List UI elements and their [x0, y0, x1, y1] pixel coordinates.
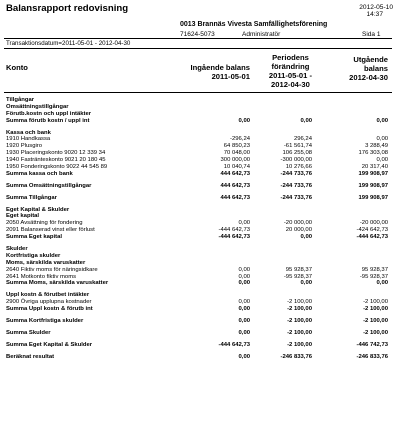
closing-balance-cell: 199 908,97 — [358, 194, 388, 201]
account-label: Eget kapital — [6, 213, 40, 220]
account-label: 1930 Placeringskonto 9020 12 339 34 — [6, 150, 106, 157]
account-label: 2641 Motkonto fiktiv moms — [6, 273, 77, 280]
account-label: Summa Tillgångar — [6, 194, 57, 201]
opening-balance-cell: 0,00 — [238, 329, 250, 336]
account-label: 2900 Övriga upplupna kostnader — [6, 299, 92, 306]
closing-balance-cell: -446 742,73 — [356, 341, 388, 348]
account-label: Summa Eget Kapital & Skulder — [6, 341, 93, 348]
table-row — [0, 143, 400, 150]
column-header-opening — [190, 63, 250, 81]
period-change-cell: 296,24 — [293, 136, 312, 143]
opening-balance-cell: 444 642,73 — [220, 170, 250, 177]
opening-balance-cell: 0,00 — [238, 280, 250, 287]
table-row — [0, 306, 400, 313]
account-label: Skulder — [6, 246, 28, 253]
opening-balance-cell: 0,00 — [238, 117, 250, 124]
closing-balance-cell: 20 317,40 — [361, 164, 388, 171]
account-label: Eget Kapital & Skulder — [6, 206, 70, 213]
account-label: Kortfristiga skulder — [6, 252, 61, 259]
closing-balance-cell: 0,00 — [376, 117, 388, 124]
opening-balance-cell: 0,00 — [238, 266, 250, 273]
account-label: Kassa och bank — [6, 129, 51, 136]
account-label: Summa Moms, särskilda varuskatter — [6, 280, 109, 287]
period-change-cell: -2 100,00 — [287, 306, 312, 313]
account-label: Moms, särskilda varuskatter — [6, 259, 86, 266]
period-change-cell: -2 100,00 — [287, 299, 312, 306]
table-row — [0, 150, 400, 157]
period-change-cell: 10 276,66 — [285, 164, 312, 171]
period-change-cell: -2 100,00 — [287, 329, 312, 336]
column-header-period — [269, 53, 312, 89]
table-row — [0, 354, 400, 361]
balance-table — [0, 97, 400, 361]
account-label: 2091 Balanserad vinst eller förlust — [6, 227, 95, 234]
opening-balance-cell: 444 642,73 — [220, 182, 250, 189]
closing-balance-cell: 95 928,37 — [361, 266, 388, 273]
closing-balance-cell: -20 000,00 — [359, 220, 388, 227]
organization-number: 71624-5073 — [180, 31, 215, 38]
opening-balance-cell: 0,00 — [238, 273, 250, 280]
user-name: Administratör — [242, 31, 281, 38]
opening-balance-cell: 0,00 — [238, 299, 250, 306]
closing-balance-cell: 3 288,49 — [365, 143, 388, 150]
table-row — [0, 267, 400, 274]
table-row — [0, 97, 400, 104]
table-row — [0, 220, 400, 227]
table-row — [0, 213, 400, 220]
closing-balance-cell: 0,00 — [376, 157, 388, 164]
closing-balance-cell: -424 642,73 — [356, 227, 388, 234]
table-row — [0, 104, 400, 111]
account-label: Summa kassa och bank — [6, 170, 73, 177]
report-title: Balansrapport redovisning — [6, 3, 129, 14]
account-label: 1950 Fonderingskonto 9022 44 545 89 — [6, 164, 108, 171]
table-row — [0, 318, 400, 325]
closing-balance-cell: -95 928,37 — [359, 273, 388, 280]
table-row — [0, 260, 400, 267]
period-change-cell: -61 561,74 — [283, 143, 312, 150]
closing-balance-cell: -246 833,76 — [356, 353, 388, 360]
period-change-cell: 0,00 — [300, 117, 312, 124]
account-label: Beräknat resultat — [6, 353, 55, 360]
period-change-cell: -244 733,76 — [280, 194, 312, 201]
filter-divider — [4, 48, 392, 49]
table-row — [0, 299, 400, 306]
table-row — [0, 171, 400, 178]
opening-balance-cell: 10 040,74 — [223, 164, 250, 171]
table-row — [0, 118, 400, 125]
period-change-cell: -300 000,00 — [280, 157, 312, 164]
table-row — [0, 246, 400, 253]
table-row — [0, 183, 400, 190]
closing-balance-cell: 199 908,97 — [358, 170, 388, 177]
opening-balance-cell: 0,00 — [238, 353, 250, 360]
account-label: Summa Skulder — [6, 329, 51, 336]
period-header-line: förändring — [271, 62, 310, 71]
opening-balance-cell: -444 642,73 — [218, 234, 250, 241]
closing-balance-cell: -444 642,73 — [356, 234, 388, 241]
closing-balance-cell: 176 303,08 — [358, 150, 388, 157]
period-change-cell: 95 928,37 — [285, 266, 312, 273]
closing-balance-cell: 199 908,97 — [358, 182, 388, 189]
closing-balance-cell: -2 100,00 — [363, 318, 388, 325]
table-row — [0, 234, 400, 241]
table-row — [0, 330, 400, 337]
period-header-line: 2012-04-30 — [271, 80, 310, 89]
closing-balance-cell: -2 100,00 — [363, 329, 388, 336]
period-header-line: Periodens — [272, 53, 309, 62]
table-row — [0, 253, 400, 260]
period-change-cell: -246 833,76 — [280, 353, 312, 360]
table-row — [0, 164, 400, 171]
organization-name: 0013 Brannäs Vivesta Samfällighetsförening — [180, 21, 328, 28]
closing-balance-cell: 0,00 — [376, 136, 388, 143]
period-change-cell: -20 000,00 — [283, 220, 312, 227]
account-label: 1910 Handkassa — [6, 136, 51, 143]
account-label: 2050 Avsättning för fondering — [6, 220, 83, 227]
period-change-cell: -2 100,00 — [287, 318, 312, 325]
opening-balance-cell: 0,00 — [238, 318, 250, 325]
table-row — [0, 342, 400, 349]
closing-balance-cell: 0,00 — [376, 280, 388, 287]
table-row — [0, 157, 400, 164]
account-label: Summa Omsättningstillgångar — [6, 182, 92, 189]
transaction-date-filter: Transaktionsdatum=2011-05-01 - 2012-04-30 — [6, 40, 131, 47]
opening-balance-cell: 64 850,23 — [223, 143, 250, 150]
header-divider — [4, 38, 392, 39]
account-label: Summa Kortfristiga skulder — [6, 318, 84, 325]
period-change-cell: -244 733,76 — [280, 182, 312, 189]
account-label: Tillgångar — [6, 97, 35, 103]
period-change-cell: 0,00 — [300, 234, 312, 241]
opening-header-line: Ingående balans — [190, 63, 250, 72]
opening-balance-cell: -296,24 — [230, 136, 250, 143]
page-number: Sida 1 — [362, 31, 381, 38]
account-label: Omsättningstillgångar — [6, 103, 69, 110]
period-change-cell: 20 000,00 — [285, 227, 312, 234]
period-header-line: 2011-05-01 - — [268, 71, 312, 80]
column-header-konto: Konto — [6, 63, 28, 72]
account-label: Summa Eget kapital — [6, 234, 62, 241]
table-row — [0, 274, 400, 281]
closing-balance-cell: -2 100,00 — [363, 306, 388, 313]
opening-header-line: 2011-05-01 — [211, 72, 250, 81]
opening-balance-cell: -444 642,73 — [218, 341, 250, 348]
closing-balance-cell: -2 100,00 — [363, 299, 388, 306]
account-label: Förutb.kostn och uppl intäkter — [6, 110, 92, 117]
opening-balance-cell: -444 642,73 — [218, 227, 250, 234]
account-label: Summa förutb kostn / uppl int — [6, 117, 90, 124]
account-label: Summa Uppl kostn & förutb int — [6, 306, 93, 313]
period-change-cell: 0,00 — [300, 280, 312, 287]
table-row — [0, 280, 400, 287]
closing-header-line: balans — [363, 64, 388, 73]
print-date: 2012-05-10 — [359, 4, 393, 11]
table-row — [0, 111, 400, 118]
column-header-closing — [349, 55, 388, 82]
account-label: 2640 Fiktiv moms för näringsidkare — [6, 266, 98, 273]
opening-balance-cell: 70 048,00 — [223, 150, 250, 157]
column-header-divider — [4, 92, 392, 93]
account-label: 1940 Fastränteskonto 9021 20 180 45 — [6, 157, 106, 164]
period-change-cell: 106 255,08 — [282, 150, 312, 157]
opening-balance-cell: 444 642,73 — [220, 194, 250, 201]
closing-header-line: Utgående — [353, 55, 388, 64]
table-row — [0, 227, 400, 234]
opening-balance-cell: 0,00 — [238, 306, 250, 313]
table-row — [0, 136, 400, 143]
table-row — [0, 195, 400, 202]
period-change-cell: -244 733,76 — [280, 170, 312, 177]
table-row — [0, 130, 400, 137]
account-label: 1920 Plusgiro — [6, 143, 43, 150]
period-change-cell: -95 928,37 — [283, 273, 312, 280]
opening-balance-cell: 0,00 — [238, 220, 250, 227]
period-change-cell: -2 100,00 — [287, 341, 312, 348]
print-time: 14:37 — [366, 11, 383, 18]
opening-balance-cell: 300 000,00 — [220, 157, 250, 164]
account-label: Uppl kostn & förutbet intäkter — [6, 292, 90, 299]
table-row — [0, 207, 400, 214]
closing-header-line: 2012-04-30 — [349, 73, 388, 82]
